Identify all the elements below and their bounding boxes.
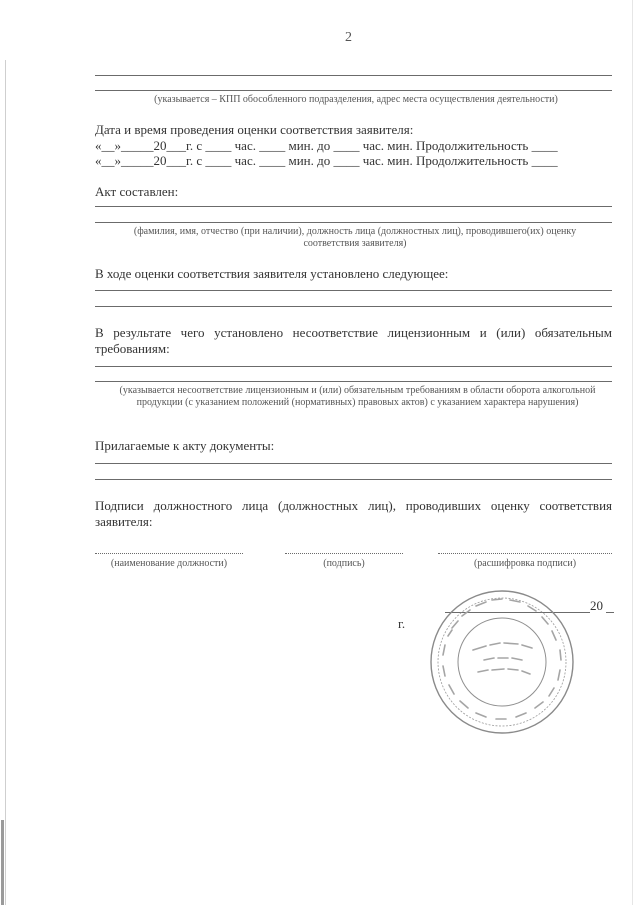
result-line-a [95,366,612,367]
result-line-2: требованиям: [95,341,170,356]
date-bottom-year: 20 [590,598,603,613]
result-caption: (указывается несоответствие лицензионным и (или) обязательным требованиям в области оборота алкогольной продукции (с указанием положений (нормативных) правовых актов) с указанием характера нарушения) [119,385,596,408]
act-caption: (фамилия, имя, отчество (при наличии), должность лица (должностных лиц), проводившего(их) оценку соответствия заявителя) [133,226,577,249]
act-line-1 [95,206,612,207]
kpp-line-2 [95,90,612,91]
sig-signature-caption: (подпись) [323,558,365,569]
page-left-binding [1,820,4,905]
docs-line-2 [95,479,612,480]
act-line-2 [95,222,612,223]
seal-stamp [428,588,576,736]
sig-position-line [95,553,243,554]
page-left-edge [5,60,6,905]
sig-decode-line [438,553,612,554]
sign-line-1: Подписи должностного лица (должностных лиц), проводивших оценку соответствия [95,498,612,513]
kpp-line-1 [95,75,612,76]
course-line-1 [95,290,612,291]
sig-position-caption: (наименование должности) [110,558,228,569]
date-title: Дата и время проведения оценки соответствия заявителя: [95,122,414,137]
course-label: В ходе оценки соответствия заявителя установлено следующее: [95,266,449,281]
docs-label: Прилагаемые к акту документы: [95,438,275,453]
page-right-edge [632,0,633,905]
date-bottom-year-line [606,612,614,613]
date-bottom-suffix: г. [398,616,406,631]
result-line-b [95,381,612,382]
kpp-caption: (указывается – КПП обособленного подразделения, адрес места осуществления деятельности) [154,94,558,105]
page-number: 2 [345,30,352,45]
sig-decode-caption: (расшифровка подписи) [473,558,577,569]
sig-signature-line [285,553,403,554]
course-line-2 [95,306,612,307]
result-line-1: В результате чего установлено несоответствие лицензионным и (или) обязательным [95,325,612,340]
act-label: Акт составлен: [95,184,179,199]
date-line-2: «__»_____20___г. с ____ час. ____ мин. до ____ час. мин. Продолжительность ____ [95,153,558,168]
date-line-1: «__»_____20___г. с ____ час. ____ мин. до ____ час. мин. Продолжительность ____ [95,138,558,153]
docs-line-1 [95,463,612,464]
sign-line-2: заявителя: [95,514,153,529]
